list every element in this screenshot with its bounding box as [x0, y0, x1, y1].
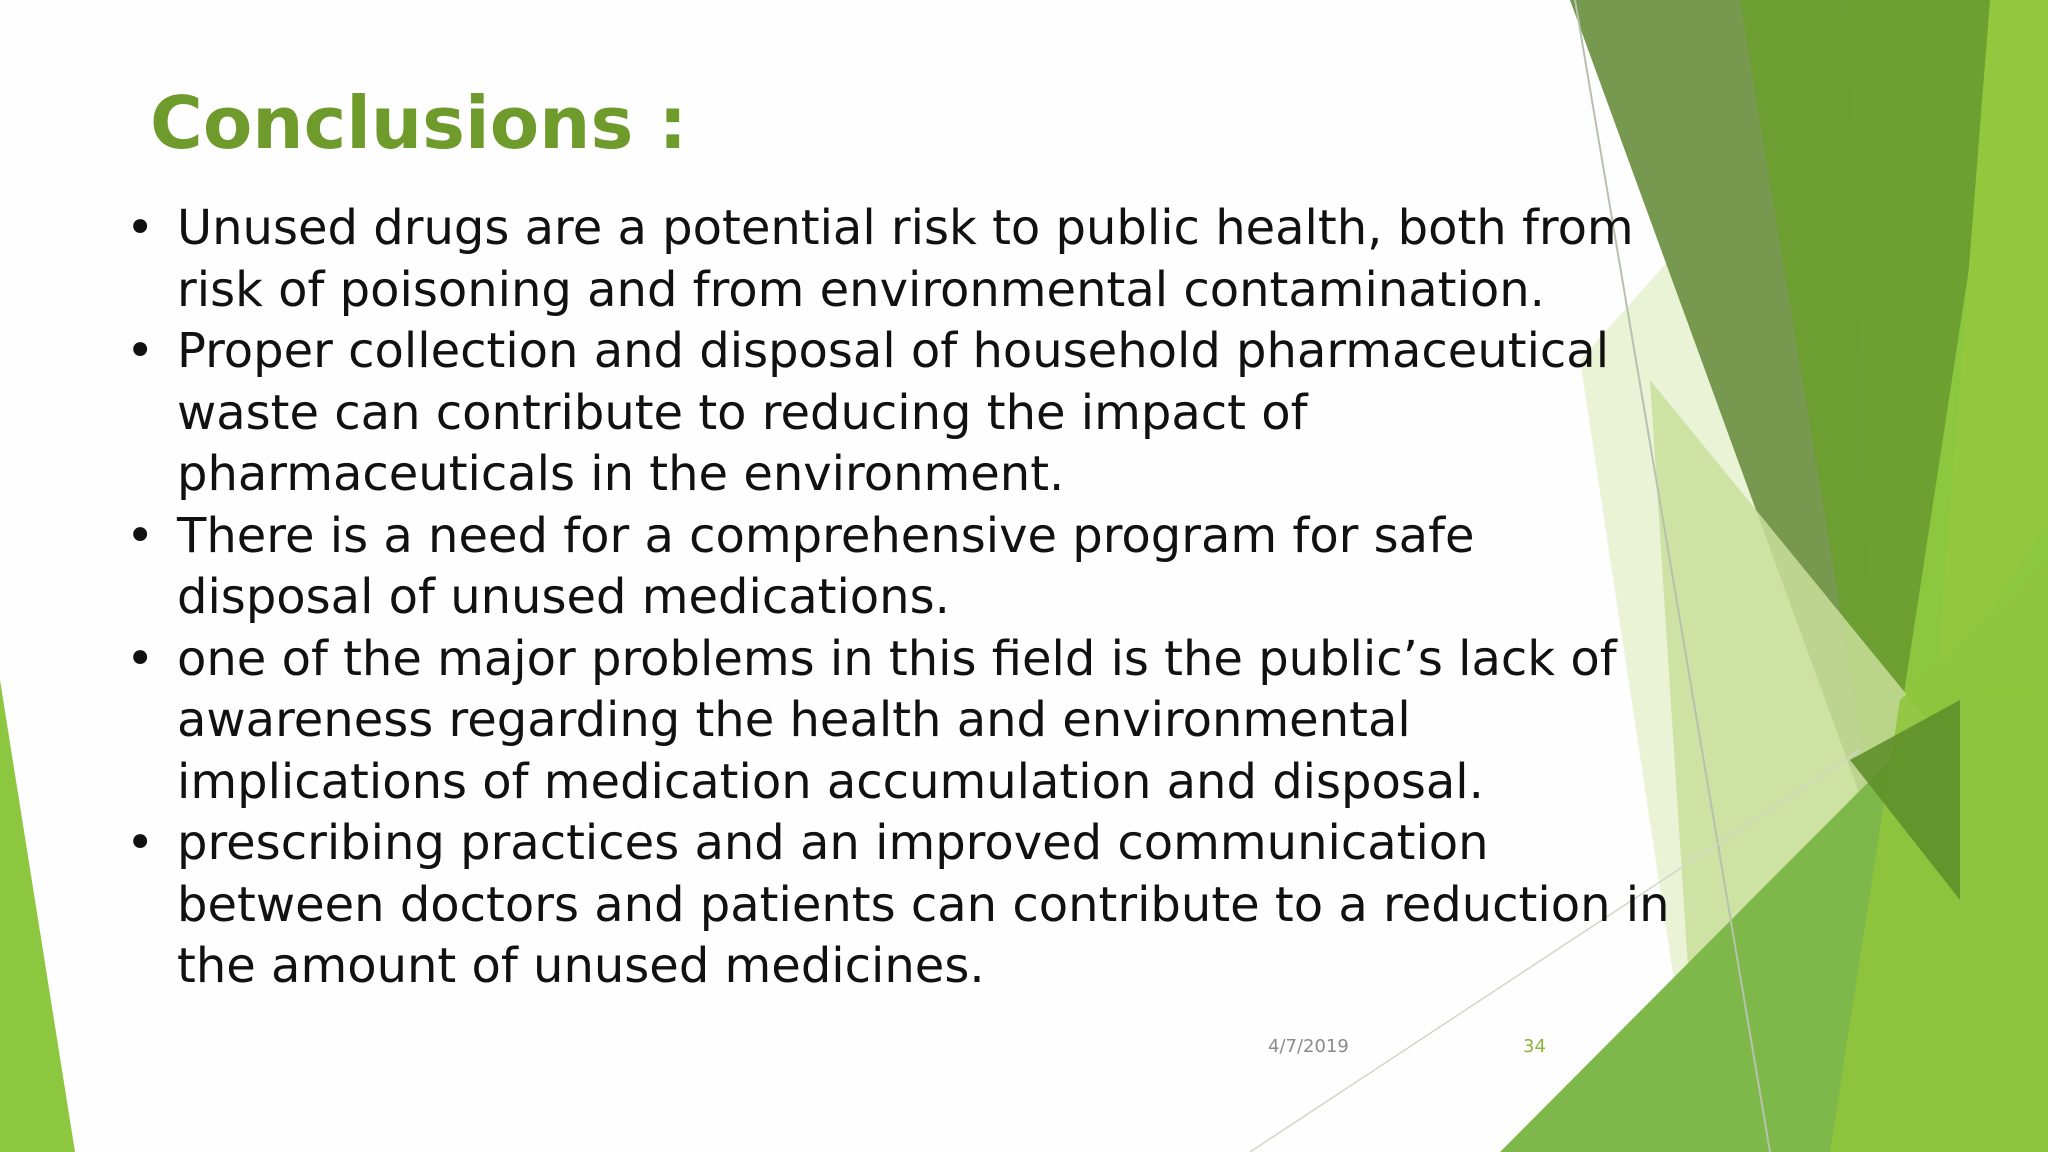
bullet-text: prescribing practices and an improved communication between doctors and patients can contribute to a reduction in the amount of unused medicines.	[177, 815, 1670, 994]
bullet-list	[120, 198, 1680, 998]
bullet-text: There is a need for a comprehensive program for safe disposal of unused medications.	[177, 507, 1475, 625]
list-item	[120, 813, 1680, 998]
bullet-dot-icon: •	[126, 200, 155, 256]
bullet-text: Unused drugs are a potential risk to public health, both from risk of poisoning and from environmental contamination.	[177, 200, 1634, 318]
bullet-dot-icon: •	[126, 630, 155, 687]
left-green-sliver	[0, 680, 75, 1152]
slide-title: Conclusions :	[150, 81, 688, 165]
list-item	[120, 506, 1680, 629]
list-item	[120, 321, 1680, 506]
bullet-dot-icon: •	[126, 323, 155, 379]
bullet-text: Proper collection and disposal of household pharmaceutical waste can contribute to reducing the impact of pharmaceuticals in the environment.	[177, 323, 1610, 502]
bullet-dot-icon: •	[126, 815, 155, 871]
footer-date: 4/7/2019	[1268, 1036, 1349, 1057]
list-item	[120, 629, 1680, 814]
bullet-dot-icon: •	[126, 507, 155, 564]
bullet-text: one of the major problems in this field is the public’s lack of awareness regarding the health and environmental implications of medication accumulation and disposal.	[177, 630, 1617, 810]
list-item	[120, 198, 1680, 321]
slide-number: 34	[1523, 1036, 1546, 1057]
